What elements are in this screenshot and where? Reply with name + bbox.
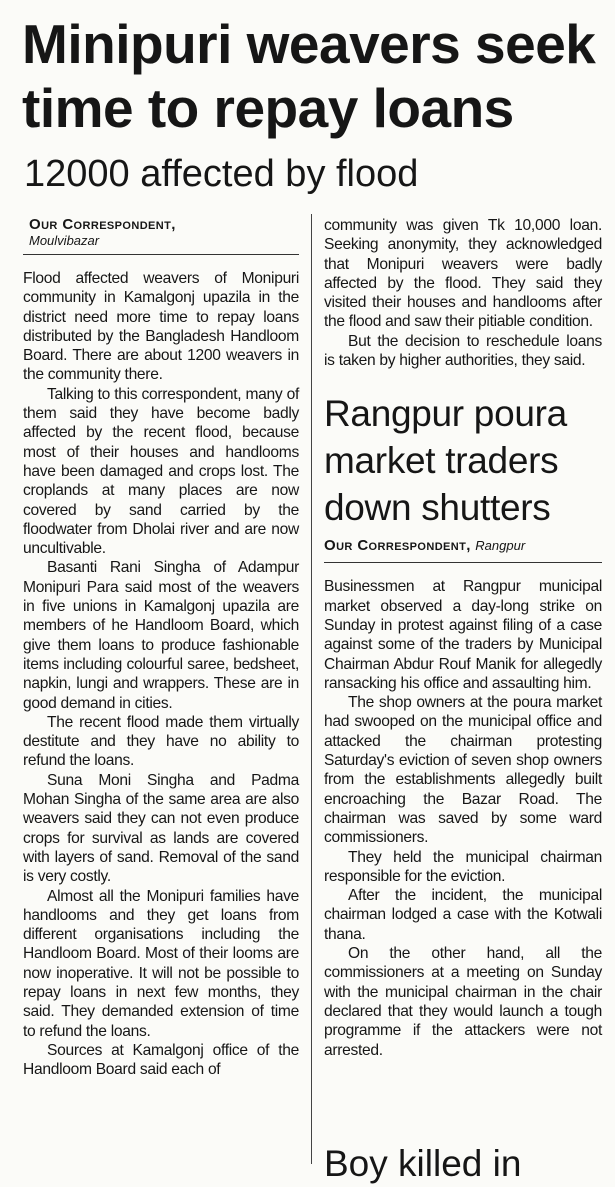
column-divider [311, 214, 312, 1164]
article-subhead: 12000 affected by flood [24, 153, 419, 195]
paragraph: Almost all the Monipuri families have handlooms and they get loans from different organisations including the Handloom Board. Most of their looms are now inoperative. It will not be possible to repay loans in next few months, they said. They demanded extension of time to refund the loans. [23, 887, 299, 1040]
paragraph: After the incident, the municipal chairman lodged a case with the Kotwali thana. [324, 887, 602, 943]
byline-rule [23, 254, 299, 255]
left-column [23, 216, 299, 1079]
paragraph: Flood affected weavers of Monipuri community in Kamalgonj upazila in the district need more time to repay loans distributed by the Bangladesh Handloom Board. There are about 1200 weavers in the community there. [23, 270, 299, 384]
second-article-headline: Rangpur poura market traders down shutters [324, 393, 567, 529]
article-headline: Minipuri weavers seek time to repay loans [22, 13, 596, 139]
byline-rule [324, 562, 602, 563]
paragraph: Suna Moni Singha and Padma Mohan Singha of the same area are also weavers said they can not even produce crops for survival as lands are covered with layers of sand. Removal of the sand is very costly. [23, 771, 299, 886]
paragraph: The shop owners at the poura market had swooped on the municipal office and attacked the chairman protesting Saturday's eviction of seven shop owners from the establishments allegedly built encroaching the Bazar Road. The chairman was saved by some ward commissioners. [324, 694, 602, 847]
paragraph: Sources at Kamalgonj office of the Handloom Board said each of [23, 1041, 299, 1079]
second-article-body [324, 577, 602, 1059]
byline-name: Our Correspondent, [324, 537, 471, 555]
paragraph: Basanti Rani Singha of Adampur Monipuri Para said most of the weavers in five unions in Kamalgonj upazila are members of he Handloom Board, which give them loans to produce fashionable items including colourful saree, bedsheet, napkin, lungi and wrappers. These are in good demand in cities. [23, 559, 299, 712]
right-column [324, 216, 602, 1060]
paragraph: On the other hand, all the commissioners at a meeting on Sunday with the municipal chairman in the chair declared that they would launch a tough programme if the attackers were not arrested. [324, 945, 602, 1059]
byline-place: Moulvibazar [29, 233, 100, 248]
byline-name: Our Correspondent, [29, 216, 176, 233]
paragraph: community was given Tk 10,000 loan. Seeking anonymity, they acknowledged that Monipuri weavers were badly affected by the flood. They said they visited their houses and handlooms after the flood and saw their pitiable condition. [324, 217, 602, 331]
paragraph: Businessmen at Rangpur municipal market observed a day-long strike on Sunday in protest against filing of a case against some of the traders by Municipal Chairman Abdur Rouf Manik for allegedly ransacking his office and assaulting him. [324, 578, 602, 692]
third-article-headline: Boy killed in [324, 1143, 522, 1184]
byline-place: Rangpur [475, 538, 526, 554]
paragraph: But the decision to reschedule loans is taken by higher authorities, they said. [324, 332, 602, 370]
article-continuation [324, 216, 602, 370]
paragraph: Talking to this correspondent, many of them said they have become badly affected by the recent flood, because most of their houses and handlooms have been damaged and crops lost. The croplands at many places are now covered by sand carried by the floodwater from Dholai river and are now uncultivable. [23, 385, 299, 558]
paragraph: They held the municipal chairman responsible for the eviction. [324, 848, 602, 885]
article-body [23, 269, 299, 1079]
paragraph: The recent flood made them virtually destitute and they have no ability to refund the loans. [23, 713, 299, 770]
